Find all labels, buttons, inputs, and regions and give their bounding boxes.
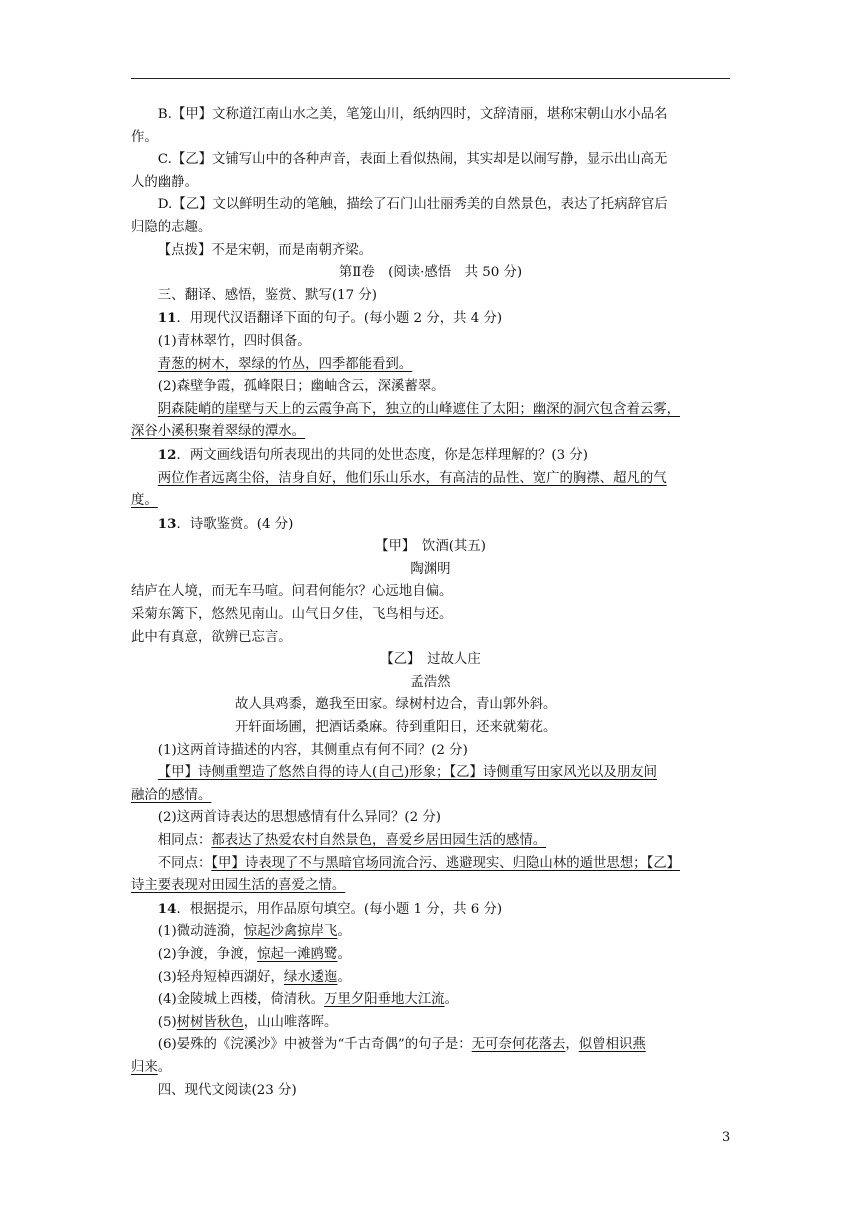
page-number: 3 [722, 1130, 731, 1145]
q14-item-3-end: 。 [337, 969, 351, 985]
q14-item-6-comma: ， [565, 1037, 579, 1053]
q14-item-3 [131, 967, 730, 990]
q12-answer-cont [131, 490, 730, 513]
poem-1-author: 陶渊明 [410, 561, 451, 577]
q14-item-6-answer-2-cont: 归来 [131, 1059, 158, 1075]
q14-item-4-prompt: (4)金陵城上西楼，倚清秋。 [157, 992, 325, 1008]
q13-diff-label: 不同点： [157, 855, 212, 871]
q14-item-6 [131, 1034, 730, 1057]
q14-item-6-end: 。 [157, 1059, 172, 1075]
q14-item-6-prompt: (6)晏殊的《浣溪沙》中被誉为“千古奇偶”的句子是： [157, 1037, 472, 1053]
question-12-number: 12 [157, 446, 177, 463]
q11-answer-2-line1: 阴森陡峭的崖壁与天上的云霞争高下，独立的山峰遮住了太阳；幽深的洞穴包含着云雾， [157, 401, 681, 417]
q14-item-2-end: 。 [337, 946, 351, 962]
q14-item-1 [131, 921, 730, 944]
poem-2-line: 故人具鸡黍，邀我至田家。绿树村边合，青山郭外斜。 [235, 697, 557, 713]
question-11-text: ．用现代汉语翻译下面的句子。(每小题 2 分，共 4 分) [176, 311, 503, 327]
question-11-number: 11 [157, 310, 177, 327]
option-d: D.【乙】文以鲜明生动的笔触，描绘了石门山壮丽秀美的自然景色，表达了托病辞官后 [157, 197, 668, 213]
option-b-cont: 作。 [131, 129, 158, 145]
question-13-text: ．诗歌鉴赏。(4 分) [176, 516, 294, 532]
q14-item-5-prompt: (5) [157, 1014, 177, 1030]
header-rule [131, 78, 730, 79]
question-12 [131, 444, 730, 468]
q14-item-5-answer: 树树皆秋色 [176, 1014, 244, 1030]
q14-item-6-cont [131, 1057, 730, 1080]
q13-answer-1-line1: 【甲】诗侧重塑造了悠然自得的诗人(自己)形象；【乙】诗侧重写田家风光以及朋友间 [157, 765, 657, 781]
q11-sentence-1: (1)青林翠竹，四时俱备。 [157, 333, 311, 349]
q11-answer-2 [131, 399, 730, 422]
q13-diff-answer-line1: 【甲】诗表现了不与黑暗官场同流合污、逃避现实、归隐山林的遁世思想；【乙】 [211, 855, 681, 871]
poem-1-line: 此中有真意，欲辨已忘言。 [131, 629, 292, 645]
q13-same-label: 相同点： [157, 833, 212, 848]
q14-item-6-answer-2: 似曾相识燕 [578, 1037, 646, 1053]
q11-sentence-2: (2)森壁争霞，孤峰限日；幽岫含云，深溪蓄翠。 [157, 379, 445, 395]
section-3-heading: 三、翻译、感悟，鉴赏、默写(17 分) [157, 287, 378, 303]
question-14 [131, 898, 730, 922]
q11-answer-2-line2: 深谷小溪积聚着翠绿的潭水。 [131, 424, 306, 440]
page-body [131, 104, 730, 1102]
q14-item-5 [131, 1012, 730, 1035]
poem-1-line: 采菊东篱下，悠然见南山。山气日夕佳，飞鸟相与还。 [131, 607, 453, 623]
q12-answer-line1: 两位作者远离尘俗，洁身自好，他们乐山乐水，有高洁的品性、宽广的胸襟、超凡的气 [157, 470, 667, 486]
q14-item-2-prompt: (2)争渡，争渡， [157, 946, 258, 962]
volume-heading: 第Ⅱ卷 (阅读·感悟 共 50 分) [338, 265, 523, 281]
section-4-heading: 四、现代文阅读(23 分) [157, 1082, 297, 1098]
q14-item-6-answer-1: 无可奈何花落去 [471, 1037, 566, 1053]
q13-diff-cont [131, 875, 730, 898]
q14-item-4 [131, 989, 730, 1012]
q14-item-1-answer: 惊起沙禽掠岸飞 [243, 924, 338, 940]
q13-sub-1: (1)这两首诗描述的内容，其侧重点有何不同？(2 分) [157, 742, 468, 758]
q13-answer-1 [131, 762, 730, 785]
q13-diff-answer-line2: 诗主要表现对田园生活的喜爱之情。 [131, 878, 346, 894]
option-d-cont: 归隐的志趣。 [131, 219, 212, 235]
option-b: B.【甲】文称道江南山水之美，笔笼山川，纸纳四时，文辞清丽，堪称宋朝山水小品名 [157, 107, 668, 122]
q13-answer-1-line2: 融洽的感情。 [131, 787, 212, 803]
q14-item-2-answer: 惊起一滩鸥鹭 [257, 946, 338, 962]
q14-item-3-answer: 绿水逶迤 [283, 969, 338, 985]
poem-1-title: 【甲】 饮酒(其五) [375, 539, 486, 555]
question-14-text: ．根据提示，用作品原句填空。(每小题 1 分，共 6 分) [176, 901, 503, 917]
q14-item-1-end: 。 [337, 924, 351, 940]
q14-item-5-end: ，山山唯落晖。 [243, 1014, 338, 1030]
q14-item-3-prompt: (3)轻舟短棹西湖好， [157, 969, 284, 985]
q13-sub-2: (2)这两首诗表达的思想感情有什么异同？(2 分) [157, 810, 442, 826]
poem-2-title: 【乙】 过故人庄 [380, 652, 481, 668]
question-13-number: 13 [157, 515, 177, 532]
hint: 【点拨】不是宋朝，而是南朝齐梁。 [157, 242, 373, 258]
question-14-number: 14 [157, 900, 177, 917]
q11-answer-1 [131, 354, 730, 377]
question-12-text: ．两文画线语句所表现出的共同的处世态度，你是怎样理解的？(3 分) [176, 447, 588, 463]
question-13 [131, 513, 730, 537]
q14-item-4-answer: 万里夕阳垂地大江流 [324, 992, 445, 1008]
q12-answer [131, 468, 730, 491]
option-c-cont: 人的幽静。 [131, 174, 198, 190]
option-c: C.【乙】文铺写山中的各种声音，表面上看似热闹，其实却是以闹写静，显示出山高无 [157, 152, 668, 168]
q11-answer-2-cont [131, 421, 730, 444]
q13-diff [131, 853, 730, 876]
question-11 [131, 307, 730, 331]
q13-same-answer: 都表达了热爱农村自然景色，喜爱乡居田园生活的感情。 [211, 833, 547, 848]
q11-answer-1-text: 青葱的树木，翠绿的竹丛，四季都能看到。 [157, 356, 413, 372]
poem-2-author: 孟浩然 [410, 674, 451, 690]
q13-answer-1-cont [131, 785, 730, 808]
poem-1-line: 结庐在人境，而无车马喧。问君何能尔？心远地自偏。 [131, 584, 453, 600]
q14-item-2 [131, 944, 730, 967]
q13-same [131, 830, 730, 853]
q14-item-1-prompt: (1)微动涟漪， [157, 924, 244, 940]
q14-item-4-end: 。 [444, 992, 458, 1008]
q12-answer-line2: 度。 [131, 493, 158, 509]
poem-2-line: 开轩面场圃，把酒话桑麻。待到重阳日，还来就菊花。 [235, 720, 557, 736]
